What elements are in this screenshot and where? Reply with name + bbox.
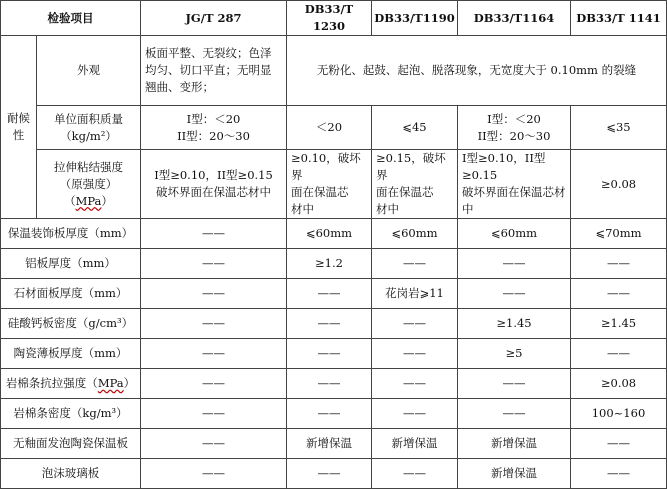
header-std-db33t1230: DB33/T 1230 [287, 1, 372, 36]
row-cell: —— [141, 429, 287, 459]
appearance-label: 外观 [37, 36, 141, 106]
row-label: 岩棉条抗拉强度（MPa） [1, 369, 141, 399]
row-cell: —— [571, 459, 667, 489]
bond-std1: I型≥0.10，II型≥0.15 破坏界面在保温芯材中 [141, 150, 287, 219]
header-row [1, 1, 667, 36]
row-cell: 新增保温 [458, 459, 571, 489]
row-cell: ≥5 [458, 339, 571, 369]
bond-std3: ≥0.15，破坏界 面在保温芯 材中 [372, 150, 458, 219]
row-cell: —— [141, 249, 287, 279]
row-cell: —— [141, 309, 287, 339]
row-mass [1, 106, 667, 150]
row-bond [1, 150, 667, 219]
row-cell: —— [141, 339, 287, 369]
header-std-db33t1190: DB33/T1190 [372, 1, 458, 36]
table-row [1, 369, 667, 399]
bond-label-line1: 拉伸粘结强度 [54, 159, 123, 174]
row-cell: —— [372, 369, 458, 399]
row-cell: —— [372, 339, 458, 369]
table-row [1, 249, 667, 279]
row-cell: —— [571, 339, 667, 369]
appearance-std1: 板面平整、无裂纹；色泽 均匀、切口平直；无明显 翘曲、变形； [141, 36, 287, 106]
row-cell: —— [458, 279, 571, 309]
mass-std4: I型：＜20 II型：20～30 [458, 106, 571, 150]
mass-std2: ＜20 [287, 106, 372, 150]
row-cell: —— [141, 279, 287, 309]
row-cell: —— [287, 279, 372, 309]
mass-std5: ⩽35 [571, 106, 667, 150]
mass-std3: ⩽45 [372, 106, 458, 150]
table-row [1, 459, 667, 489]
row-cell: —— [372, 459, 458, 489]
bond-label-line3: （MPa） [64, 193, 113, 208]
row-cell: 100~160 [571, 399, 667, 429]
rock-wool-unit-mpa: MPa [97, 376, 124, 390]
header-std-db33t1141: DB33/T 1141 [571, 1, 667, 36]
row-cell: —— [287, 369, 372, 399]
header-item: 检验项目 [1, 1, 141, 36]
row-appearance [1, 36, 667, 106]
row-cell: —— [141, 219, 287, 249]
row-label: 无釉面发泡陶瓷保温板 [1, 429, 141, 459]
row-cell: ≥0.08 [571, 369, 667, 399]
row-cell: ≥1.45 [458, 309, 571, 339]
row-label: 石材面板厚度（mm） [1, 279, 141, 309]
bond-std2: ≥0.10，破坏界 面在保温芯 材中 [287, 150, 372, 219]
row-cell: 新增保温 [372, 429, 458, 459]
table-row [1, 339, 667, 369]
row-cell: —— [141, 399, 287, 429]
row-cell: —— [571, 429, 667, 459]
row-cell: 花岗岩⩾11 [372, 279, 458, 309]
row-label: 铝板厚度（mm） [1, 249, 141, 279]
row-label: 岩棉条密度（kg/m³） [1, 399, 141, 429]
row-cell: —— [372, 399, 458, 429]
row-label: 硅酸钙板密度（g/cm³） [1, 309, 141, 339]
row-cell: 新增保温 [458, 429, 571, 459]
row-cell: —— [458, 369, 571, 399]
row-cell: —— [571, 249, 667, 279]
table-row [1, 429, 667, 459]
row-label: 保温装饰板厚度（mm） [1, 219, 141, 249]
row-label: 陶瓷薄板厚度（mm） [1, 339, 141, 369]
row-cell: ≥1.2 [287, 249, 372, 279]
row-cell: 新增保温 [287, 429, 372, 459]
weather-group-label: 耐候 性 [1, 36, 37, 219]
row-cell: —— [458, 399, 571, 429]
row-cell: —— [287, 339, 372, 369]
row-cell: ⩽60mm [458, 219, 571, 249]
row-cell: —— [372, 309, 458, 339]
header-std-jgt287: JG/T 287 [141, 1, 287, 36]
mass-label [37, 106, 141, 150]
bond-label [37, 150, 141, 219]
row-cell: —— [141, 459, 287, 489]
row-cell: ⩽70mm [571, 219, 667, 249]
row-cell: —— [287, 399, 372, 429]
row-cell: —— [571, 279, 667, 309]
bond-std4: I型≥0.10，II型≥0.15 破坏界面在保温芯材中 [458, 150, 571, 219]
row-cell: —— [372, 249, 458, 279]
mass-label-line2: （kg/m²） [60, 128, 117, 143]
row-cell: —— [287, 459, 372, 489]
appearance-merged: 无粉化、起鼓、起泡、脱落现象，无宽度大于 0.10mm 的裂缝 [287, 36, 667, 106]
bond-std5: ≥0.08 [571, 150, 667, 219]
row-cell: —— [141, 369, 287, 399]
row-label: 泡沫玻璃板 [1, 459, 141, 489]
table-row [1, 219, 667, 249]
header-std-db33t1164: DB33/T1164 [458, 1, 571, 36]
row-cell: ≥1.45 [571, 309, 667, 339]
row-cell: —— [458, 249, 571, 279]
table-row [1, 399, 667, 429]
mass-std1: I型：＜20 II型：20～30 [141, 106, 287, 150]
bond-unit-mpa: MPa [75, 193, 102, 208]
mass-label-line1: 单位面积质量 [54, 111, 123, 126]
row-cell: —— [287, 309, 372, 339]
bond-label-line2: （原强度） [59, 176, 118, 191]
table-row [1, 309, 667, 339]
table-row [1, 279, 667, 309]
row-cell: ⩽60mm [287, 219, 372, 249]
row-cell: ⩽60mm [372, 219, 458, 249]
